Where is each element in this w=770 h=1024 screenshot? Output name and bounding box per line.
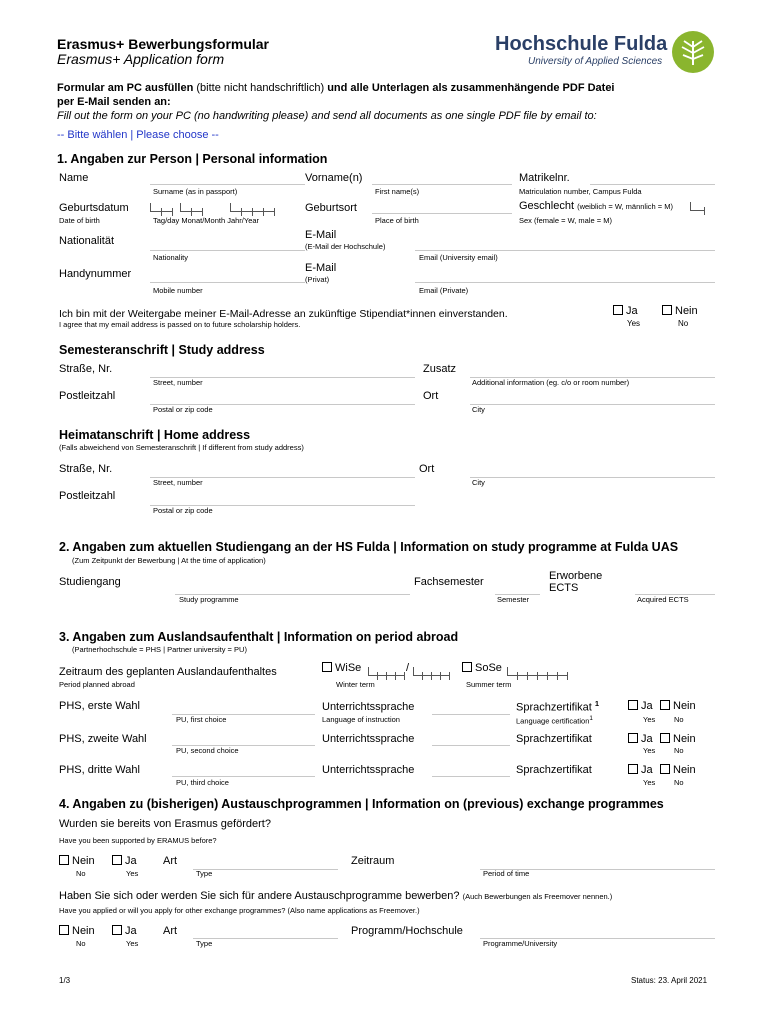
- programme-university-hint: Programme/University: [483, 939, 558, 948]
- nationality-hint: Nationality: [153, 253, 189, 262]
- label-email-priv-sub: (Privat): [305, 275, 330, 284]
- instruction-2-field[interactable]: [432, 731, 510, 746]
- q2-no-checkbox[interactable]: Nein: [59, 925, 95, 937]
- label-zeitraum-4: Zeitraum: [351, 855, 395, 867]
- phs-1-field[interactable]: [172, 700, 315, 715]
- label-nationalitaet: Nationalität: [59, 235, 115, 247]
- cert-3-yes-hint: Yes: [643, 778, 656, 787]
- label-geburtsdatum: Geburtsdatum: [59, 202, 129, 214]
- pob-hint: Place of birth: [375, 216, 419, 225]
- label-phs-2: PHS, zweite Wahl: [59, 733, 147, 745]
- consent-yes-checkbox[interactable]: Ja: [613, 305, 638, 317]
- label-ects-1: Erworbene: [549, 570, 603, 582]
- semester-hint: Semester: [497, 595, 530, 604]
- summer-hint: Summer term: [466, 680, 512, 689]
- label-ort: Ort: [423, 390, 439, 402]
- q1-no-hint: No: [76, 869, 86, 878]
- email-uni-hint: Email (University email): [419, 253, 498, 262]
- first-name-hint: First name(s): [375, 187, 420, 196]
- matriculation-hint: Matriculation number, Campus Fulda: [519, 187, 642, 196]
- phs-2-field[interactable]: [172, 731, 315, 746]
- label-email-uni-sub: (E-Mail der Hochschule): [305, 242, 386, 251]
- programme-hint: Study programme: [179, 595, 239, 604]
- label-strasse: Straße, Nr.: [59, 363, 113, 375]
- programme-type-2-field[interactable]: [193, 924, 338, 939]
- label-phs-1: PHS, erste Wahl: [59, 700, 140, 712]
- instruction-hint: Language of instruction: [322, 715, 400, 724]
- matriculation-field[interactable]: [590, 170, 715, 185]
- city-hint: City: [472, 405, 485, 414]
- label-name: Name: [59, 172, 89, 184]
- label-vorname: Vorname(n): [305, 172, 363, 184]
- q2-yes-hint: Yes: [126, 939, 139, 948]
- cert-1-yes-hint: Yes: [643, 715, 656, 724]
- summer-year-field[interactable]: [507, 667, 568, 676]
- label-handy: Handynummer: [59, 268, 132, 280]
- consent-text: Ich bin mit der Weitergabe meiner E-Mail-Adresse an zukünftige Stipendiat*innen einverstanden.: [59, 308, 508, 320]
- home-city-field[interactable]: [470, 463, 715, 478]
- logo-name: Hochschule Fulda: [495, 33, 668, 55]
- consent-no-checkbox[interactable]: Nein: [662, 305, 698, 317]
- question-2-en: Have you applied or will you apply for other exchange programmes? (Also name applications as Freemover.): [59, 906, 420, 915]
- instruction-3-field[interactable]: [432, 762, 510, 777]
- status-date: Status: 23. April 2021: [631, 976, 708, 985]
- type-1-hint: Type: [196, 869, 213, 878]
- home-postal-field[interactable]: [150, 491, 415, 506]
- mobile-hint: Mobile number: [153, 286, 203, 295]
- place-of-birth-field[interactable]: [372, 199, 512, 214]
- cert-3-yes-checkbox[interactable]: Ja: [628, 764, 653, 776]
- label-ects-2: ECTS: [549, 582, 579, 594]
- cert-2-yes-checkbox[interactable]: Ja: [628, 733, 653, 745]
- form-title-en: Erasmus+ Application form: [57, 51, 225, 67]
- winter-year-1-field[interactable]: [368, 667, 405, 676]
- year-of-birth-field[interactable]: [230, 203, 275, 212]
- home-street-field[interactable]: [150, 463, 415, 478]
- dob-hint: Date of birth: [59, 216, 100, 225]
- study-city-field[interactable]: [470, 390, 715, 405]
- q1-no-checkbox[interactable]: Nein: [59, 855, 95, 867]
- cert-2-no-hint: No: [674, 746, 684, 755]
- label-studiengang: Studiengang: [59, 576, 121, 588]
- form-title-de: Erasmus+ Bewerbungsformular: [57, 36, 270, 52]
- q2-no-hint: No: [76, 939, 86, 948]
- consent-yes-hint: Yes: [627, 319, 641, 328]
- label-cert-3: Sprachzertifikat: [516, 764, 592, 776]
- section-4-heading: 4. Angaben zu (bisherigen) Austauschprogrammen | Information on (previous) exchange programmes: [59, 797, 664, 811]
- programme-university-field[interactable]: [480, 924, 715, 939]
- month-of-birth-field[interactable]: [180, 203, 203, 212]
- section-3-heading: 3. Angaben zum Auslandsaufenthalt | Information on period abroad: [59, 630, 459, 644]
- intro-line-2: per E-Mail senden an:: [57, 96, 171, 108]
- logo-subtitle: University of Applied Sciences: [528, 56, 663, 67]
- label-phs-3: PHS, dritte Wahl: [59, 764, 140, 776]
- mobile-field[interactable]: [150, 268, 305, 283]
- label-art-2: Art: [163, 925, 178, 937]
- pu-1-hint: PU, first choice: [176, 715, 227, 724]
- ects-field[interactable]: [635, 580, 715, 595]
- home-address-sub: (Falls abweichend von Semesteranschrift | If different from study address): [59, 443, 304, 452]
- first-name-field[interactable]: [372, 170, 512, 185]
- label-cert-1: Sprachzertifikat $^1$: [516, 699, 600, 714]
- surname-hint: Surname (as in passport): [153, 187, 238, 196]
- summer-term-checkbox[interactable]: SoSe: [462, 662, 502, 674]
- section-3-sub: (Partnerhochschule = PHS | Partner university = PU): [72, 645, 247, 654]
- period-field[interactable]: [480, 855, 715, 870]
- label-cert-2: Sprachzertifikat: [516, 733, 592, 745]
- label-email-uni: E-Mail: [305, 229, 337, 241]
- home-address-heading: Heimatanschrift | Home address: [59, 428, 251, 442]
- intro-line-1: Formular am PC ausfüllen (bitte nicht handschriftlich) und alle Unterlagen als zusammenhängende PDF Datei: [57, 82, 615, 94]
- cert-1-no-checkbox[interactable]: Nein: [660, 700, 696, 712]
- sex-hint: Sex (female = W, male = M): [519, 216, 612, 225]
- postal-hint: Postal or zip code: [153, 405, 213, 414]
- email-university-field[interactable]: [415, 236, 715, 251]
- q1-yes-checkbox[interactable]: Ja: [112, 855, 137, 867]
- label-fachsemester: Fachsemester: [414, 576, 484, 588]
- winter-year-2-field[interactable]: [413, 667, 450, 676]
- phs-3-field[interactable]: [172, 762, 315, 777]
- instruction-1-field[interactable]: [432, 700, 510, 715]
- question-1: Wurden sie bereits von Erasmus gefördert?: [59, 818, 271, 830]
- surname-field[interactable]: [150, 170, 305, 185]
- cert-1-no-hint: No: [674, 715, 684, 724]
- winter-hint: Winter term: [336, 680, 375, 689]
- label-geschlecht: Geschlecht (weiblich = W, männlich = M): [519, 200, 673, 212]
- q2-yes-checkbox[interactable]: Ja: [112, 925, 137, 937]
- study-address-heading: Semesteranschrift | Study address: [59, 343, 265, 357]
- recipient-select[interactable]: -- Bitte wählen | Please choose --: [57, 129, 219, 141]
- section-1-heading: 1. Angaben zur Person | Personal information: [57, 152, 328, 166]
- label-home-strasse: Straße, Nr.: [59, 463, 113, 475]
- page-number: 1/3: [59, 976, 71, 985]
- cert-1-yes-checkbox[interactable]: Ja: [628, 700, 653, 712]
- section-2-heading: 2. Angaben zum aktuellen Studiengang an der HS Fulda | Information on study programme at Fulda UAS: [59, 540, 679, 554]
- question-2: Haben Sie sich oder werden Sie sich für andere Austauschprogramme bewerben? (Auch Bewerbungen als Freemover nennen.): [59, 890, 613, 902]
- sex-field[interactable]: [690, 202, 705, 211]
- period-hint: Period of time: [483, 869, 530, 878]
- cert-2-no-checkbox[interactable]: Nein: [660, 733, 696, 745]
- label-geburtsort: Geburtsort: [305, 202, 357, 214]
- date-of-birth-field[interactable]: [150, 203, 173, 212]
- cert-3-no-hint: No: [674, 778, 684, 787]
- label-instruction-3: Unterrichtssprache: [322, 764, 415, 776]
- label-plz: Postleitzahl: [59, 390, 116, 402]
- cert-hint: Language certification$^1$: [516, 715, 593, 726]
- dob-format-hint: Tag/day Monat/Month Jahr/Year: [153, 216, 260, 225]
- study-additional-field[interactable]: [470, 363, 715, 378]
- leaf-logo-icon: [672, 31, 714, 73]
- label-zeitraum: Zeitraum des geplanten Auslandaufenthaltes: [59, 666, 277, 678]
- question-1-en: Have you been supported by ERAMUS before?: [59, 836, 217, 845]
- email-priv-hint: Email (Private): [419, 286, 469, 295]
- study-programme-field[interactable]: [175, 580, 410, 595]
- home-postal-hint: Postal or zip code: [153, 506, 213, 515]
- label-email-priv: E-Mail: [305, 262, 337, 274]
- section-2-sub: (Zum Zeitpunkt der Bewerbung | At the time of application): [72, 556, 266, 565]
- cert-2-yes-hint: Yes: [643, 746, 656, 755]
- q1-yes-hint: Yes: [126, 869, 139, 878]
- pu-3-hint: PU, third choice: [176, 778, 229, 787]
- study-street-field[interactable]: [150, 363, 415, 378]
- home-city-hint: City: [472, 478, 485, 487]
- label-programm: Programm/Hochschule: [351, 925, 463, 937]
- consent-text-en: I agree that my email address is passed on to future scholarship holders.: [59, 320, 301, 329]
- type-2-hint: Type: [196, 939, 213, 948]
- winter-term-checkbox[interactable]: WiSe: [322, 662, 361, 674]
- cert-3-no-checkbox[interactable]: Nein: [660, 764, 696, 776]
- label-home-plz: Postleitzahl: [59, 490, 116, 502]
- label-instruction-1: Unterrichtssprache: [322, 701, 415, 713]
- nationality-field[interactable]: [150, 236, 305, 251]
- zeitraum-hint: Period planned abroad: [59, 680, 135, 689]
- additional-hint: Additional information (eg. c/o or room number): [472, 378, 630, 387]
- label-instruction-2: Unterrichtssprache: [322, 733, 415, 745]
- label-matrikel: Matrikelnr.: [519, 172, 570, 184]
- pu-2-hint: PU, second choice: [176, 746, 239, 755]
- label-home-ort: Ort: [419, 463, 435, 475]
- label-zusatz: Zusatz: [423, 363, 457, 375]
- year-separator: /: [406, 662, 410, 674]
- home-street-hint: Street, number: [153, 478, 203, 487]
- label-art-1: Art: [163, 855, 178, 867]
- programme-type-1-field[interactable]: [193, 855, 338, 870]
- ects-hint: Acquired ECTS: [637, 595, 689, 604]
- email-private-field[interactable]: [415, 268, 715, 283]
- street-hint: Street, number: [153, 378, 203, 387]
- study-postal-field[interactable]: [150, 390, 415, 405]
- consent-no-hint: No: [678, 319, 689, 328]
- intro-line-3: Fill out the form on your PC (no handwriting please) and send all documents as one single PDF file by email to:: [57, 110, 597, 122]
- semester-field[interactable]: [495, 580, 540, 595]
